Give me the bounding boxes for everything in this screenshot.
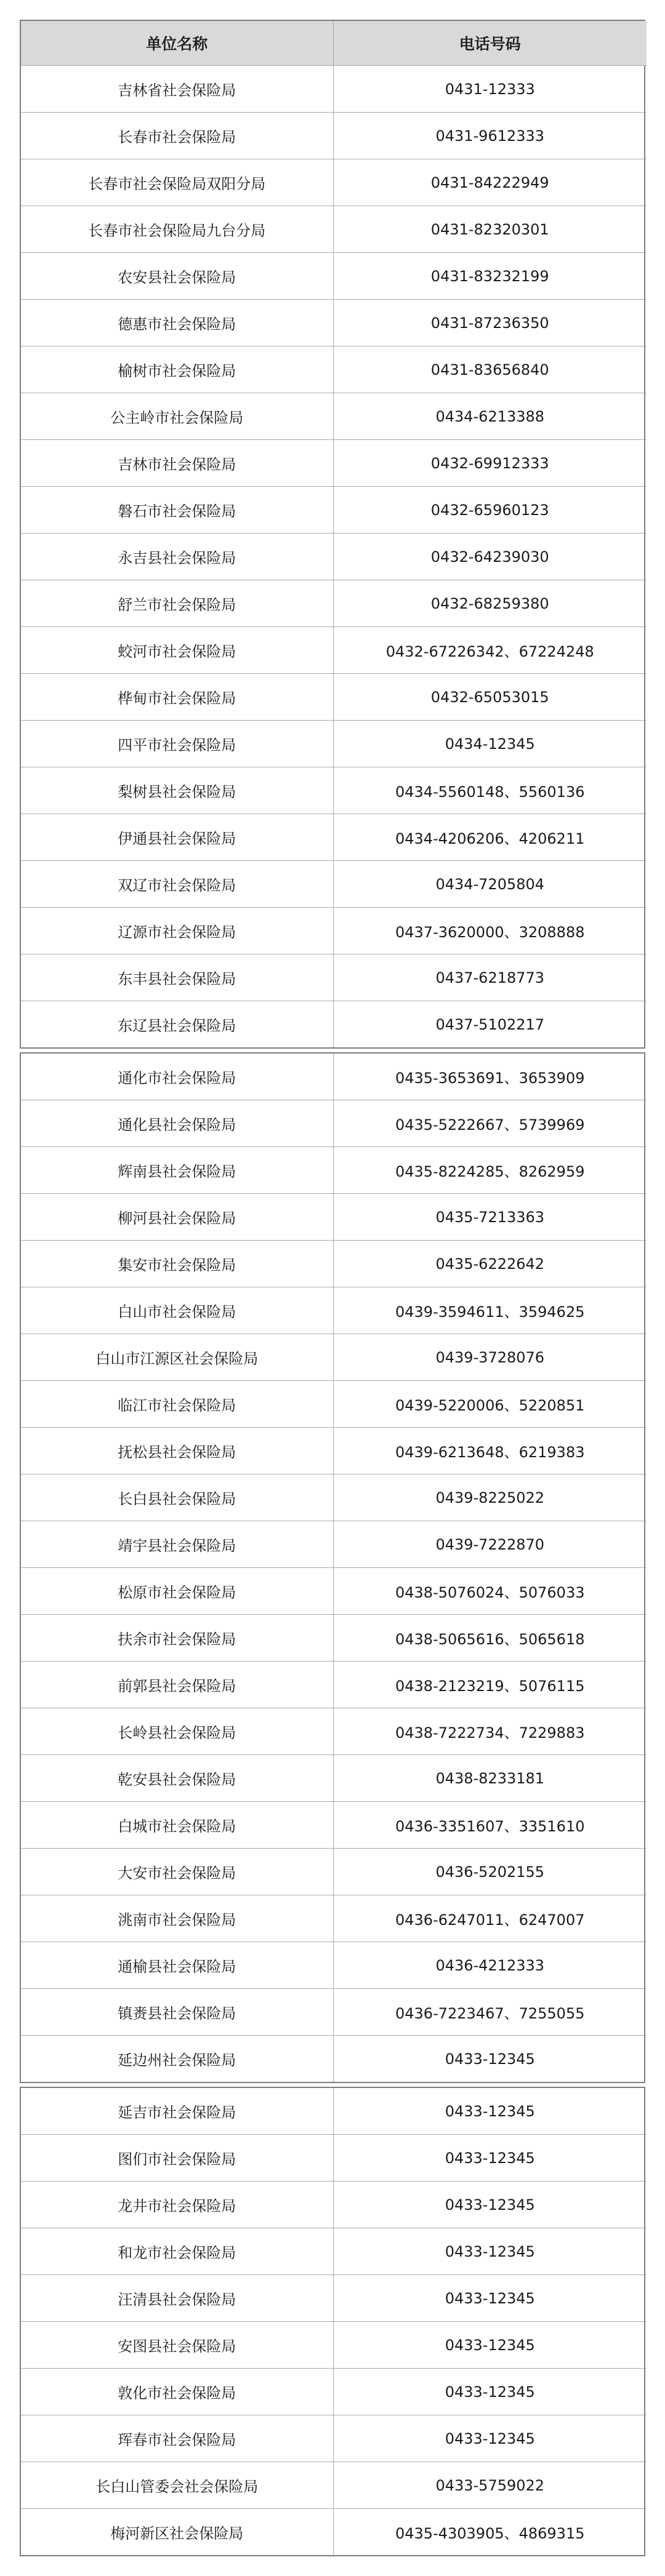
table-row	[21, 487, 647, 534]
phone-number-cell: 0433-12345	[333, 2088, 647, 2135]
table-row	[21, 2415, 647, 2462]
table-row	[21, 346, 647, 393]
table-row	[21, 2275, 647, 2322]
table-row	[21, 1381, 647, 1428]
unit-name-cell: 东丰县社会保险局	[21, 954, 333, 1001]
phone-number-cell: 0436-6247011、6247007	[333, 1895, 647, 1942]
phone-number-cell: 0431-83232199	[333, 253, 647, 300]
unit-name-cell: 敦化市社会保险局	[21, 2369, 333, 2415]
phone-number-cell: 0439-8225022	[333, 1474, 647, 1521]
unit-name-cell: 长春市社会保险局双阳分局	[21, 159, 333, 206]
table-row	[21, 2509, 647, 2556]
phone-number-cell: 0434-12345	[333, 721, 647, 767]
unit-name-cell: 桦甸市社会保险局	[21, 674, 333, 721]
table-row	[21, 1334, 647, 1381]
phone-number-cell: 0434-5560148、5560136	[333, 767, 647, 814]
unit-name-cell: 公主岭市社会保险局	[21, 393, 333, 440]
phone-number-cell: 0436-3351607、3351610	[333, 1802, 647, 1849]
table-row	[21, 674, 647, 721]
unit-name-cell: 永吉县社会保险局	[21, 534, 333, 580]
directory-table-3	[21, 2088, 647, 2555]
phone-number-cell: 0433-12345	[333, 2228, 647, 2275]
phone-number-cell: 0435-7213363	[333, 1194, 647, 1241]
table-row	[21, 534, 647, 580]
phone-number-cell: 0437-5102217	[333, 1001, 647, 1048]
phone-number-cell: 0433-12345	[333, 2415, 647, 2462]
unit-name-cell: 蛟河市社会保险局	[21, 627, 333, 674]
phone-number-cell: 0435-8224285、8262959	[333, 1147, 647, 1194]
unit-name-cell: 农安县社会保险局	[21, 253, 333, 300]
table-row	[21, 861, 647, 908]
phone-number-cell: 0431-9612333	[333, 113, 647, 159]
table-row	[21, 814, 647, 861]
table-row	[21, 1708, 647, 1755]
unit-name-cell: 扶余市社会保险局	[21, 1615, 333, 1662]
table-row	[21, 393, 647, 440]
unit-name-cell: 大安市社会保险局	[21, 1849, 333, 1895]
table-row	[21, 2182, 647, 2228]
phone-number-cell: 0438-5076024、5076033	[333, 1568, 647, 1615]
unit-name-cell: 前郭县社会保险局	[21, 1662, 333, 1708]
table-row	[21, 954, 647, 1001]
table-row	[21, 1942, 647, 1989]
table-row	[21, 2088, 647, 2135]
phone-number-cell: 0437-3620000、3208888	[333, 908, 647, 954]
table-row	[21, 580, 647, 627]
unit-name-cell: 通化县社会保险局	[21, 1100, 333, 1147]
unit-name-cell: 临江市社会保险局	[21, 1381, 333, 1428]
table-row	[21, 1802, 647, 1849]
phone-number-cell: 0433-12345	[333, 2036, 647, 2082]
unit-name-cell: 汪清县社会保险局	[21, 2275, 333, 2322]
unit-name-cell: 通榆县社会保险局	[21, 1942, 333, 1989]
unit-name-cell: 德惠市社会保险局	[21, 300, 333, 346]
table-row	[21, 1615, 647, 1662]
table-row	[21, 1194, 647, 1241]
phone-number-cell: 0431-83656840	[333, 346, 647, 393]
unit-name-cell: 安图县社会保险局	[21, 2322, 333, 2369]
table-header-row	[21, 21, 647, 66]
phone-number-cell: 0432-65053015	[333, 674, 647, 721]
unit-name-cell: 长白山管委会社会保险局	[21, 2462, 333, 2509]
phone-number-cell: 0432-69912333	[333, 440, 647, 487]
unit-name-cell: 镇赉县社会保险局	[21, 1989, 333, 2036]
unit-name-cell: 延边州社会保险局	[21, 2036, 333, 2082]
phone-number-cell: 0439-3594611、3594625	[333, 1287, 647, 1334]
header-phone-number: 电话号码	[333, 21, 647, 66]
phone-number-cell: 0438-5065616、5065618	[333, 1615, 647, 1662]
unit-name-cell: 榆树市社会保险局	[21, 346, 333, 393]
unit-name-cell: 伊通县社会保险局	[21, 814, 333, 861]
table-row	[21, 2369, 647, 2415]
table-row	[21, 908, 647, 954]
table-row	[21, 1287, 647, 1334]
directory-panel-1	[20, 20, 645, 1049]
phone-number-cell: 0435-3653691、3653909	[333, 1054, 647, 1100]
unit-name-cell: 图们市社会保险局	[21, 2135, 333, 2182]
table-row	[21, 1428, 647, 1474]
unit-name-cell: 梨树县社会保险局	[21, 767, 333, 814]
phone-number-cell: 0433-12345	[333, 2182, 647, 2228]
table-row	[21, 1989, 647, 2036]
phone-number-cell: 0436-5202155	[333, 1849, 647, 1895]
unit-name-cell: 长春市社会保险局九台分局	[21, 206, 333, 253]
header-unit-name: 单位名称	[21, 21, 333, 66]
unit-name-cell: 双辽市社会保险局	[21, 861, 333, 908]
directory-table-1	[21, 21, 647, 1047]
phone-number-cell: 0431-82320301	[333, 206, 647, 253]
table-row	[21, 300, 647, 346]
unit-name-cell: 乾安县社会保险局	[21, 1755, 333, 1802]
phone-number-cell: 0439-7222870	[333, 1521, 647, 1568]
table-row	[21, 1755, 647, 1802]
table-row	[21, 2462, 647, 2509]
table-row	[21, 1895, 647, 1942]
phone-number-cell: 0436-7223467、7255055	[333, 1989, 647, 2036]
phone-number-cell: 0434-7205804	[333, 861, 647, 908]
phone-number-cell: 0432-68259380	[333, 580, 647, 627]
unit-name-cell: 吉林省社会保险局	[21, 66, 333, 113]
table-row	[21, 1662, 647, 1708]
table-row	[21, 206, 647, 253]
phone-number-cell: 0439-3728076	[333, 1334, 647, 1381]
unit-name-cell: 梅河新区社会保险局	[21, 2509, 333, 2556]
phone-number-cell: 0439-5220006、5220851	[333, 1381, 647, 1428]
unit-name-cell: 集安市社会保险局	[21, 1241, 333, 1287]
directory-panel-2	[20, 1052, 645, 2083]
section-body	[21, 66, 647, 1048]
phone-number-cell: 0435-5222667、5739969	[333, 1100, 647, 1147]
table-row	[21, 627, 647, 674]
unit-name-cell: 辽源市社会保险局	[21, 908, 333, 954]
unit-name-cell: 靖宇县社会保险局	[21, 1521, 333, 1568]
unit-name-cell: 东辽县社会保险局	[21, 1001, 333, 1048]
table-row	[21, 1521, 647, 1568]
phone-number-cell: 0436-4212333	[333, 1942, 647, 1989]
table-row	[21, 159, 647, 206]
unit-name-cell: 洮南市社会保险局	[21, 1895, 333, 1942]
phone-number-cell: 0435-6222642	[333, 1241, 647, 1287]
unit-name-cell: 长白县社会保险局	[21, 1474, 333, 1521]
unit-name-cell: 磐石市社会保险局	[21, 487, 333, 534]
phone-number-cell: 0431-84222949	[333, 159, 647, 206]
phone-number-cell: 0438-2123219、5076115	[333, 1662, 647, 1708]
phone-number-cell: 0439-6213648、6219383	[333, 1428, 647, 1474]
table-row	[21, 1001, 647, 1048]
phone-number-cell: 0433-12345	[333, 2135, 647, 2182]
unit-name-cell: 松原市社会保险局	[21, 1568, 333, 1615]
section-body	[21, 1054, 647, 2082]
unit-name-cell: 龙井市社会保险局	[21, 2182, 333, 2228]
unit-name-cell: 珲春市社会保险局	[21, 2415, 333, 2462]
unit-name-cell: 白山市江源区社会保险局	[21, 1334, 333, 1381]
table-row	[21, 1147, 647, 1194]
table-row	[21, 1100, 647, 1147]
unit-name-cell: 白山市社会保险局	[21, 1287, 333, 1334]
unit-name-cell: 抚松县社会保险局	[21, 1428, 333, 1474]
phone-number-cell: 0434-4206206、4206211	[333, 814, 647, 861]
table-row	[21, 1241, 647, 1287]
unit-name-cell: 白城市社会保险局	[21, 1802, 333, 1849]
unit-name-cell: 辉南县社会保险局	[21, 1147, 333, 1194]
unit-name-cell: 长岭县社会保险局	[21, 1708, 333, 1755]
table-row	[21, 2036, 647, 2082]
unit-name-cell: 吉林市社会保险局	[21, 440, 333, 487]
phone-number-cell: 0433-12345	[333, 2369, 647, 2415]
table-row	[21, 1474, 647, 1521]
unit-name-cell: 通化市社会保险局	[21, 1054, 333, 1100]
table-row	[21, 2135, 647, 2182]
phone-number-cell: 0437-6218773	[333, 954, 647, 1001]
phone-number-cell: 0431-87236350	[333, 300, 647, 346]
phone-number-cell: 0432-65960123	[333, 487, 647, 534]
phone-number-cell: 0432-64239030	[333, 534, 647, 580]
insurance-bureau-phone-directory	[20, 20, 645, 2556]
phone-number-cell: 0432-67226342、67224248	[333, 627, 647, 674]
table-row	[21, 113, 647, 159]
phone-number-cell: 0433-5759022	[333, 2462, 647, 2509]
section-body	[21, 2088, 647, 2555]
phone-number-cell: 0434-6213388	[333, 393, 647, 440]
table-row	[21, 66, 647, 113]
directory-panel-3	[20, 2087, 645, 2556]
unit-name-cell: 延吉市社会保险局	[21, 2088, 333, 2135]
unit-name-cell: 长春市社会保险局	[21, 113, 333, 159]
unit-name-cell: 舒兰市社会保险局	[21, 580, 333, 627]
phone-number-cell: 0438-7222734、7229883	[333, 1708, 647, 1755]
unit-name-cell: 四平市社会保险局	[21, 721, 333, 767]
phone-number-cell: 0433-12345	[333, 2275, 647, 2322]
phone-number-cell: 0433-12345	[333, 2322, 647, 2369]
table-row	[21, 1054, 647, 1100]
phone-number-cell: 0431-12333	[333, 66, 647, 113]
unit-name-cell: 柳河县社会保险局	[21, 1194, 333, 1241]
phone-number-cell: 0435-4303905、4869315	[333, 2509, 647, 2556]
table-row	[21, 767, 647, 814]
table-row	[21, 253, 647, 300]
table-row	[21, 1568, 647, 1615]
table-row	[21, 440, 647, 487]
directory-table-2	[21, 1054, 647, 2082]
phone-number-cell: 0438-8233181	[333, 1755, 647, 1802]
table-row	[21, 2228, 647, 2275]
table-row	[21, 2322, 647, 2369]
table-row	[21, 721, 647, 767]
unit-name-cell: 和龙市社会保险局	[21, 2228, 333, 2275]
table-row	[21, 1849, 647, 1895]
